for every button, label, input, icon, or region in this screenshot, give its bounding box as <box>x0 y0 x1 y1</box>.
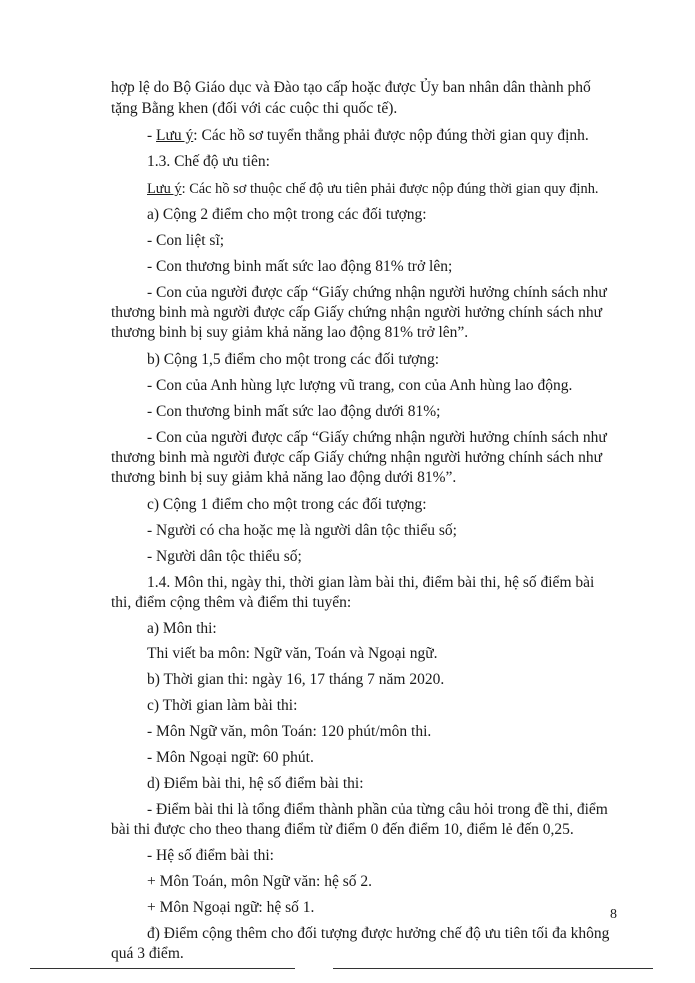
text-line <box>147 644 438 664</box>
line-text: thi, điểm cộng thêm và điểm thi tuyển: <box>111 594 352 611</box>
text-line <box>147 152 270 172</box>
text-line <box>147 619 217 639</box>
line-text: a) Môn thi: <box>147 620 217 637</box>
line-text: Thi viết ba môn: Ngữ văn, Toán và Ngoại ngữ. <box>147 645 438 662</box>
text-line <box>147 800 608 820</box>
line-text: : Các hồ sơ tuyển thẳng phải được nộp đúng thời gian quy định. <box>193 127 589 144</box>
line-text: thương binh mà người được cấp Giấy chứng nhận người hưởng chính sách như <box>111 304 603 321</box>
line-text: : Các hồ sơ thuộc chế độ ưu tiên phải được nộp đúng thời gian quy định. <box>181 181 599 197</box>
text-line <box>147 670 444 690</box>
line-text: c) Cộng 1 điểm cho một trong các đối tượng: <box>147 496 427 513</box>
text-line <box>147 205 427 225</box>
text-line <box>147 696 297 716</box>
line-text: - Môn Ngữ văn, môn Toán: 120 phút/môn thi. <box>147 723 432 740</box>
text-line <box>111 99 397 119</box>
text-line <box>111 303 602 323</box>
note-label: Lưu ý <box>156 127 194 144</box>
line-text: b) Cộng 1,5 điểm cho một trong các đối tượng: <box>147 351 440 368</box>
line-text: - Điểm bài thi là tổng điểm thành phần của từng câu hỏi trong đề thi, điểm <box>147 801 608 818</box>
line-text: hợp lệ do Bộ Giáo dục và Đào tạo cấp hoặc được Ủy ban nhân dân thành phố <box>111 79 591 96</box>
line-text: - Hệ số điểm bài thi: <box>147 847 274 864</box>
text-line <box>111 944 184 964</box>
line-text: tặng Bằng khen (đối với các cuộc thi quốc tế). <box>111 100 398 117</box>
text-line <box>147 402 440 422</box>
line-text: 1.3. Chế độ ưu tiên: <box>147 153 270 170</box>
line-text: + Môn Ngoại ngữ: hệ số 1. <box>147 899 315 916</box>
footer-rule-left <box>30 968 295 969</box>
text-line <box>111 468 456 488</box>
line-text: - Con liệt sĩ; <box>147 232 225 249</box>
text-line <box>147 376 572 396</box>
text-line <box>147 257 452 277</box>
line-text: - Con thương binh mất sức lao động dưới 81%; <box>147 403 441 420</box>
line-text: - Con của người được cấp “Giấy chứng nhận người hưởng chính sách như <box>147 429 607 446</box>
line-text: bài thi được cho theo thang điểm từ điểm 0 đến điểm 10, điểm lẻ đến 0,25. <box>111 821 574 838</box>
line-text: - Con thương binh mất sức lao động 81% trở lên; <box>147 258 453 275</box>
text-line <box>147 722 431 742</box>
text-line <box>147 495 427 515</box>
line-text: đ) Điểm cộng thêm cho đối tượng được hưởng chế độ ưu tiên tối đa không <box>147 925 610 942</box>
line-text: - Con của người được cấp “Giấy chứng nhận người hưởng chính sách như <box>147 284 607 301</box>
note-label: Lưu ý <box>147 181 182 197</box>
text-line <box>111 323 468 343</box>
text-line <box>147 350 439 370</box>
line-text: - Người dân tộc thiểu số; <box>147 548 302 565</box>
text-line <box>111 78 591 98</box>
page-number: 8 <box>610 907 617 922</box>
text-line <box>147 846 274 866</box>
text-line <box>147 547 302 567</box>
text-line <box>147 283 607 303</box>
text-line <box>147 231 224 251</box>
line-text: a) Cộng 2 điểm cho một trong các đối tượng: <box>147 206 427 223</box>
line-text: thương binh bị suy giảm khả năng lao động 81% trở lên”. <box>111 324 469 341</box>
line-text: d) Điểm bài thi, hệ số điểm bài thi: <box>147 775 364 792</box>
text-line <box>147 898 314 918</box>
line-text: - Môn Ngoại ngữ: 60 phút. <box>147 749 314 766</box>
line-text: - Người có cha hoặc mẹ là người dân tộc thiểu số; <box>147 522 457 539</box>
text-line <box>111 593 351 613</box>
line-text: c) Thời gian làm bài thi: <box>147 697 298 714</box>
text-line <box>147 179 599 199</box>
text-line <box>147 748 314 768</box>
text-line <box>147 521 457 541</box>
text-line <box>111 448 602 468</box>
footer-rule-right <box>333 968 653 969</box>
text-line <box>147 774 364 794</box>
line-text: 1.4. Môn thi, ngày thi, thời gian làm bài thi, điểm bài thi, hệ số điểm bài <box>147 574 595 591</box>
line-text: - Con của Anh hùng lực lượng vũ trang, con của Anh hùng lao động. <box>147 377 573 394</box>
text-line <box>147 126 589 146</box>
line-text: thương binh bị suy giảm khả năng lao động dưới 81%”. <box>111 469 457 486</box>
text-line <box>147 573 594 593</box>
line-prefix: - <box>147 127 157 144</box>
line-text: + Môn Toán, môn Ngữ văn: hệ số 2. <box>147 873 373 890</box>
text-line <box>111 820 574 840</box>
line-text: quá 3 điểm. <box>111 945 184 962</box>
text-line <box>147 924 609 944</box>
text-line <box>147 872 372 892</box>
text-line <box>147 428 607 448</box>
line-text: thương binh mà người được cấp Giấy chứng nhận người hưởng chính sách như <box>111 449 603 466</box>
line-text: b) Thời gian thi: ngày 16, 17 tháng 7 năm 2020. <box>147 671 445 688</box>
